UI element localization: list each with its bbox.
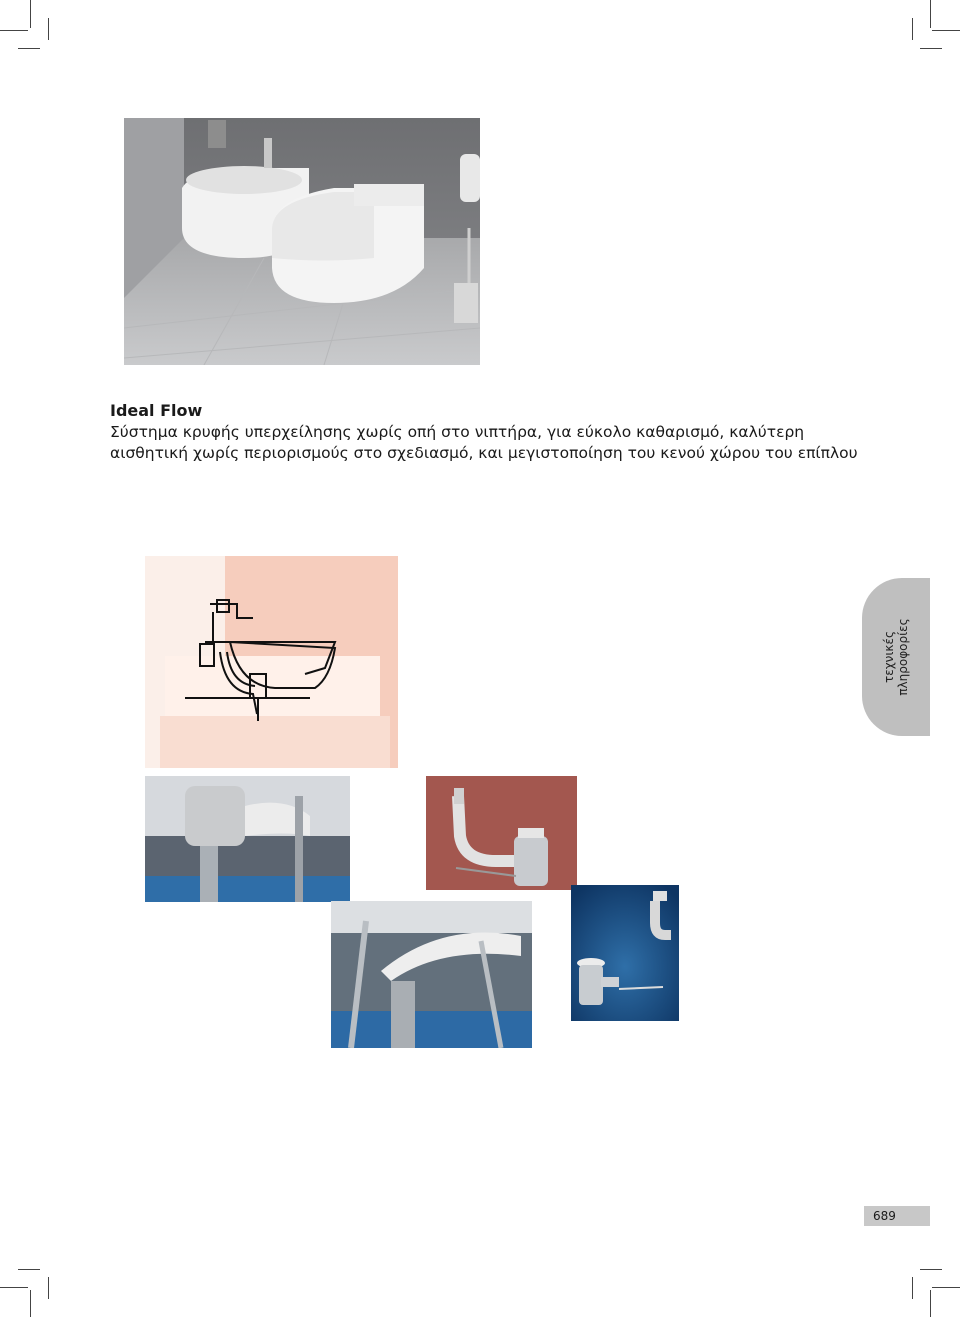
bathroom-photo — [124, 118, 480, 365]
side-tab-line-1: τεχνικές — [882, 630, 896, 684]
installation-photo-1 — [145, 776, 350, 902]
side-tab — [862, 578, 930, 736]
side-tab-line-2: πληροφορίες — [896, 618, 910, 696]
basin-diagram — [145, 556, 398, 768]
page-number: 689 — [864, 1206, 930, 1226]
product-render — [571, 885, 679, 1021]
installation-photo-3 — [331, 901, 532, 1048]
installation-photo-2 — [426, 776, 577, 890]
product-description: Σύστημα κρυφής υπερχείλησης χωρίς οπή στο νιπτήρα, για εύκολο καθαρισμό, καλύτερη αισθητική χωρίς περιορισμούς στο σχεδιασμό, και μεγιστοποίηση του κενού χώρου του επίπλου — [110, 423, 858, 462]
product-title: Ideal Flow — [110, 401, 203, 420]
side-tab-label — [882, 618, 910, 695]
